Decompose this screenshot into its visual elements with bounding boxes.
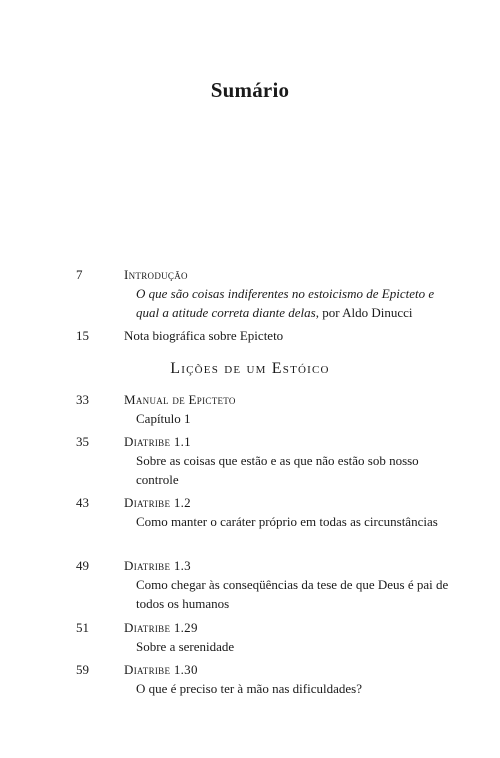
entry-heading: Manual de Epicteto	[124, 392, 236, 407]
page-number: 7	[76, 267, 83, 282]
entry-description: Capítulo 1	[136, 411, 191, 426]
entry-description: Sobre as coisas que estão e as que não estão sob nosso controle	[136, 453, 419, 487]
entry-description	[124, 284, 454, 322]
entry-heading: Diatribe 1.29	[124, 620, 198, 635]
entry-author: , por Aldo Dinucci	[315, 305, 413, 320]
section-heading: Lições de um Estóico	[170, 360, 330, 377]
page-number: 33	[76, 392, 89, 407]
page-number: 43	[76, 495, 89, 510]
page-number: 59	[76, 662, 89, 677]
entry-heading: Diatribe 1.3	[124, 558, 191, 573]
entry-description: Como manter o caráter próprio em todas as circunstâncias	[136, 514, 438, 529]
page-number: 51	[76, 620, 89, 635]
page-number: 15	[76, 328, 89, 343]
entry-title: Nota biográfica sobre Epicteto	[124, 328, 284, 343]
entry-heading: Diatribe 1.2	[124, 495, 191, 510]
page-title: Sumário	[210, 78, 290, 102]
page-number: 35	[76, 434, 89, 449]
entry-description: Como chegar às conseqüências da tese de que Deus é pai de todos os humanos	[136, 577, 449, 611]
entry-description: O que é preciso ter à mão nas dificuldades?	[136, 681, 362, 696]
entry-heading: Diatribe 1.1	[124, 434, 191, 449]
entry-italic-title: O que são coisas indiferentes no estoicismo de Epicteto e qual a atitude correta diante delas	[136, 286, 435, 320]
entry-heading: Diatribe 1.30	[124, 662, 198, 677]
entry-heading: Introdução	[124, 267, 188, 282]
entry-description: Sobre a serenidade	[136, 639, 235, 654]
page-number: 49	[76, 558, 89, 573]
